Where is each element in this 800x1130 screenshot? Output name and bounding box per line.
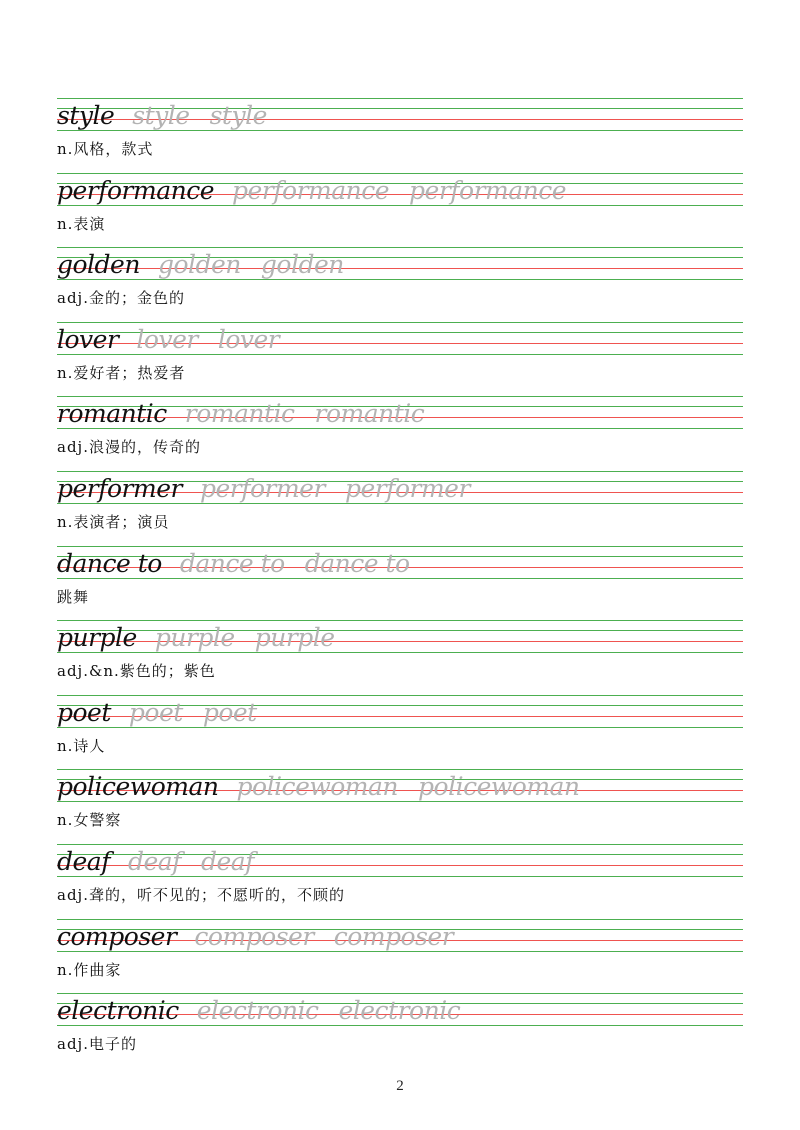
vocab-word: dance to (57, 548, 162, 578)
vocab-meaning: n.诗人 (57, 736, 106, 755)
word-row (57, 770, 580, 804)
vocab-entry (57, 173, 743, 248)
trace-word: romantic (314, 399, 425, 429)
vocab-meaning: 跳舞 (57, 587, 90, 606)
vocab-word: poet (57, 697, 111, 727)
trace-word: composer (333, 921, 454, 951)
vocab-entry (57, 919, 743, 994)
trace-word: policewoman (236, 772, 399, 802)
vocab-meaning: adj.电子的 (57, 1035, 137, 1054)
trace-word: policewoman (418, 772, 580, 802)
vocab-entry (57, 247, 743, 322)
vocab-word: deaf (57, 847, 110, 876)
trace-word: performer (344, 474, 470, 503)
trace-word: electronic (338, 996, 461, 1026)
vocab-entry (57, 993, 743, 1068)
trace-word: composer (194, 921, 314, 951)
word-row (57, 696, 257, 730)
vocab-word: romantic (57, 399, 167, 429)
vocab-meaning: n.作曲家 (57, 960, 122, 979)
vocab-word: performer (57, 474, 182, 503)
word-row (57, 472, 470, 506)
word-row (57, 397, 424, 431)
trace-word: poet (128, 697, 183, 727)
vocab-entry (57, 844, 743, 919)
page-number: 2 (396, 1078, 404, 1094)
word-row (57, 621, 335, 655)
vocab-meaning: n.表演者；演员 (57, 513, 170, 531)
vocab-meaning: n.风格，款式 (57, 140, 154, 158)
word-row (57, 845, 254, 879)
trace-word: dance to (179, 548, 285, 578)
vocab-word: electronic (57, 996, 179, 1026)
vocab-entry (57, 620, 743, 695)
vocab-word: golden (57, 250, 140, 280)
vocab-entry (57, 471, 743, 546)
trace-word: lover (136, 324, 198, 354)
vocab-word: policewoman (57, 772, 219, 802)
trace-word: performer (199, 474, 325, 503)
word-row (57, 547, 410, 581)
trace-word: deaf (127, 847, 181, 876)
trace-word: purple (154, 623, 235, 653)
vocab-word: performance (57, 175, 215, 205)
trace-word: performance (232, 175, 390, 205)
trace-word: poet (202, 697, 257, 727)
trace-word: style (209, 101, 267, 130)
trace-word: romantic (184, 399, 295, 429)
trace-word: deaf (200, 847, 254, 876)
word-row (57, 248, 344, 282)
trace-word: purple (254, 623, 335, 653)
trace-word: dance to (304, 548, 410, 578)
vocab-meaning: n.女警察 (57, 811, 122, 830)
vocab-meaning: adj.浪漫的，传奇的 (57, 438, 201, 457)
word-row (57, 99, 267, 133)
word-row (57, 174, 566, 208)
vocab-word: lover (57, 324, 119, 354)
word-row (57, 920, 453, 954)
trace-word: performance (409, 175, 567, 205)
trace-word: golden (157, 250, 241, 280)
vocab-entry (57, 769, 743, 844)
vocab-meaning: n.爱好者；热爱者 (57, 363, 186, 382)
vocab-word: composer (57, 921, 177, 951)
vocab-entry (57, 322, 743, 397)
vocab-word: purple (57, 623, 137, 653)
trace-word: golden (260, 250, 344, 280)
word-row (57, 323, 279, 357)
vocab-meaning: n.表演 (57, 214, 106, 233)
vocab-meaning: adj.聋的，听不见的；不愿听的，不顾的 (57, 886, 345, 904)
vocab-entry (57, 396, 743, 471)
vocab-meaning: adj.金的；金色的 (57, 289, 185, 308)
vocab-entry (57, 546, 743, 621)
vocab-meaning: adj.&n.紫色的；紫色 (57, 662, 216, 681)
trace-word: lover (217, 324, 280, 354)
trace-word: electronic (196, 996, 319, 1026)
vocab-entry (57, 98, 743, 173)
word-row (57, 994, 460, 1028)
vocab-word: style (57, 101, 115, 130)
trace-word: style (132, 101, 190, 130)
vocab-entry (57, 695, 743, 770)
